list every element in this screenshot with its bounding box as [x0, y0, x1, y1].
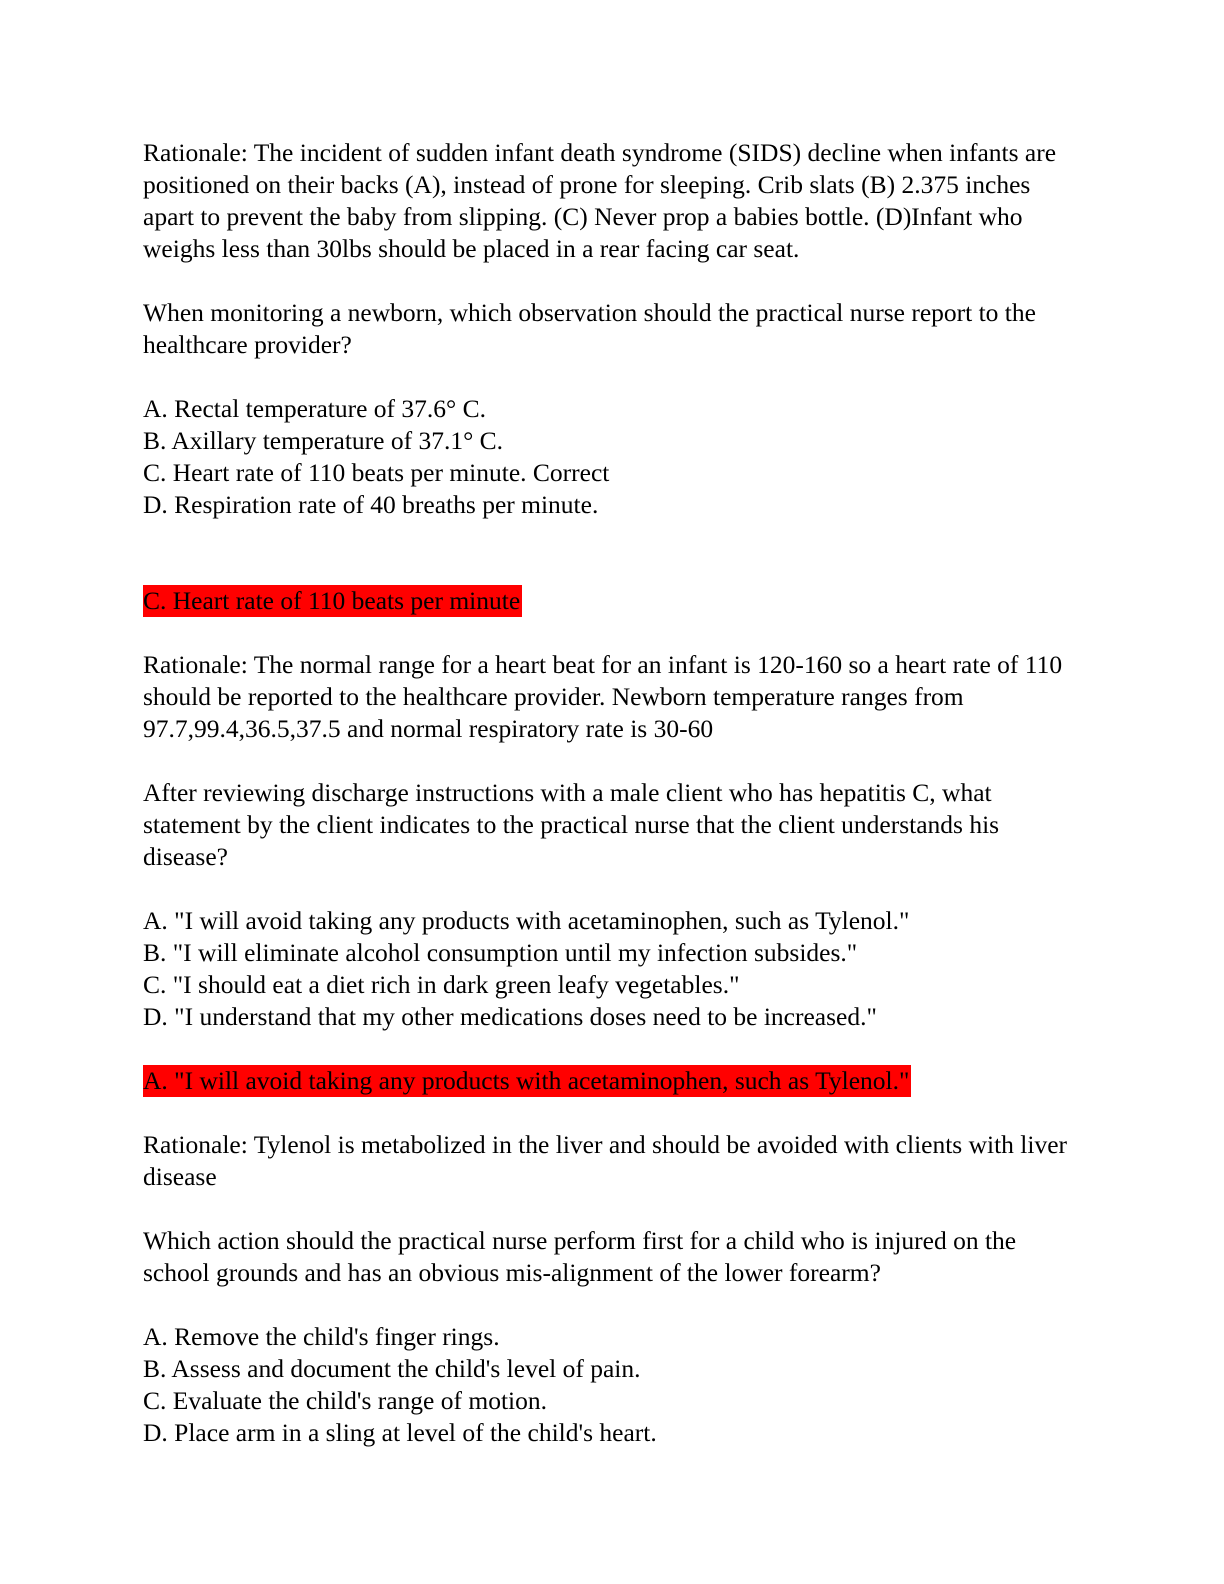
option-a: A. "I will avoid taking any products with acetaminophen, such as Tylenol." [143, 906, 910, 935]
option-b: B. Axillary temperature of 37.1° C. [143, 426, 504, 455]
spacer [143, 873, 1083, 905]
spacer [143, 1033, 1083, 1065]
spacer [143, 521, 1083, 585]
answer-highlight-hepatitis: A. "I will avoid taking any products with acetaminophen, such as Tylenol." [143, 1066, 910, 1095]
spacer [143, 1193, 1083, 1225]
option-c: C. "I should eat a diet rich in dark green leafy vegetables." [143, 970, 740, 999]
options-newborn [143, 393, 1083, 521]
option-d: D. Place arm in a sling at level of the child's heart. [143, 1418, 657, 1447]
document-page [143, 137, 1083, 1449]
spacer [143, 1289, 1083, 1321]
option-b: B. "I will eliminate alcohol consumption until my infection subsides." [143, 938, 858, 967]
options-forearm [143, 1321, 1083, 1449]
option-a: A. Rectal temperature of 37.6° C. [143, 394, 487, 423]
spacer [143, 1097, 1083, 1129]
rationale-sids: Rationale: The incident of sudden infant death syndrome (SIDS) decline when infants are positioned on their backs (A), instead of prone for sleeping. Crib slats (B) 2.375 inches apart to prevent the baby from slipping. (C) Never prop a babies bottle. (D)Infant who weighs less than 30lbs should be placed in a rear facing car seat. [143, 138, 1057, 263]
question-newborn: When monitoring a newborn, which observation should the practical nurse report to the healthcare provider? [143, 298, 1036, 359]
spacer [143, 265, 1083, 297]
rationale-newborn: Rationale: The normal range for a heart beat for an infant is 120-160 so a heart rate of 110 should be reported to the healthcare provider. Newborn temperature ranges from 97.7,99.4,36.5,37.5 and normal respiratory rate is 30-60 [143, 650, 1063, 743]
spacer [143, 745, 1083, 777]
spacer [143, 361, 1083, 393]
option-d: D. "I understand that my other medications doses need to be increased." [143, 1002, 877, 1031]
spacer [143, 617, 1083, 649]
answer-highlight-newborn: C. Heart rate of 110 beats per minute [143, 586, 521, 615]
option-a: A. Remove the child's finger rings. [143, 1322, 500, 1351]
options-hepatitis [143, 905, 1083, 1033]
option-b: B. Assess and document the child's level of pain. [143, 1354, 641, 1383]
question-forearm: Which action should the practical nurse perform first for a child who is injured on the school grounds and has an obvious mis-alignment of the lower forearm? [143, 1226, 1017, 1287]
option-c: C. Heart rate of 110 beats per minute. Correct [143, 458, 610, 487]
question-hepatitis: After reviewing discharge instructions with a male client who has hepatitis C, what statement by the client indicates to the practical nurse that the client understands his disease? [143, 778, 1000, 871]
option-c: C. Evaluate the child's range of motion. [143, 1386, 547, 1415]
rationale-hepatitis: Rationale: Tylenol is metabolized in the liver and should be avoided with clients with liver disease [143, 1130, 1068, 1191]
option-d: D. Respiration rate of 40 breaths per minute. [143, 490, 599, 519]
